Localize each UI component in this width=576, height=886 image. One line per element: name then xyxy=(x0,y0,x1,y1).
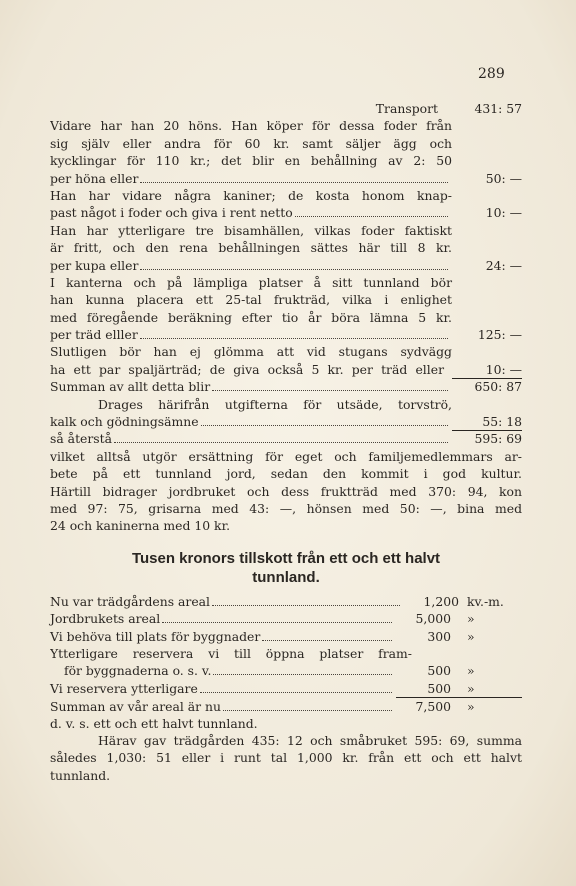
area-table xyxy=(50,593,522,732)
heading-line-1: Tusen kronors tillskott från ett och ett halvt xyxy=(131,549,441,567)
row-unit: » xyxy=(467,680,475,696)
sum-line xyxy=(50,378,522,395)
text-line-7: Han har ytterligare tre bisamhällen, vilkas foder faktiskt xyxy=(50,222,452,238)
line-amount: 125: — xyxy=(477,327,522,343)
amount-line xyxy=(50,326,522,343)
leader-dots xyxy=(200,692,392,693)
transport-amount: 431: 57 xyxy=(474,101,522,116)
leader-dots xyxy=(114,442,448,443)
amount-line xyxy=(50,430,522,447)
leader-dots xyxy=(212,390,448,391)
row-label: Ytterligare reservera vi till öppna platser fram- xyxy=(50,645,412,661)
text-line xyxy=(50,448,522,465)
para2-line-2: bete på ett tunnland jord, sedan den kommit i god kultur. xyxy=(50,466,522,482)
amount-line xyxy=(50,257,522,274)
leader-dots xyxy=(140,182,448,183)
amount-line xyxy=(50,413,522,430)
line-amount: 10: — xyxy=(485,205,522,221)
text-line-2: sig själv eller andra för 60 kr. samt säljer ägg och xyxy=(50,135,452,151)
line-amount: 650: 87 xyxy=(474,379,522,395)
line-label: past något i foder och giva i rent netto xyxy=(50,205,293,221)
row-unit: » xyxy=(451,697,522,715)
row-value: 500 xyxy=(427,663,451,679)
text-line-11: han kunna placera ett 25-tal frukträd, vilka i enlighet xyxy=(50,292,452,308)
table-note: d. v. s. ett och ett halvt tunnland. xyxy=(50,715,258,731)
closing-line-2: således 1,030: 51 eller i runt tal 1,000 kr. från ett och ett halvt xyxy=(50,750,522,766)
text-line-3: kycklingar för 110 kr.; det blir en behållning av 2: 50 xyxy=(50,153,452,169)
text-line xyxy=(50,465,522,482)
text-line xyxy=(50,152,522,169)
line-label: per träd elller xyxy=(50,327,138,343)
text-line xyxy=(50,187,522,204)
text-line xyxy=(50,274,522,291)
leader-dots xyxy=(140,338,448,339)
row-value: 1,200 xyxy=(423,593,459,609)
text-line xyxy=(50,500,522,517)
row-value: 300 xyxy=(427,628,451,644)
line-amount: 595: 69 xyxy=(474,431,522,447)
amount-line xyxy=(50,361,522,378)
table-row xyxy=(50,662,522,679)
row-label: för byggnaderna o. s. v. xyxy=(64,663,212,679)
text-line xyxy=(50,767,522,784)
row-unit: » xyxy=(467,611,475,627)
leader-dots xyxy=(212,605,400,606)
page-number: 289 xyxy=(478,66,505,82)
row-label: Summan av vår areal är nu xyxy=(50,699,221,715)
transport-label: Transport xyxy=(375,101,438,116)
text-line xyxy=(50,343,522,360)
line-label: per höna eller xyxy=(50,170,139,186)
text-line xyxy=(50,732,522,749)
para2-line-4: med 97: 75, grisarna med 43: —, hönsen med 50: —, bina med xyxy=(50,500,522,516)
table-row xyxy=(50,593,522,610)
section-heading xyxy=(50,549,522,587)
text-line xyxy=(50,483,522,500)
table-row xyxy=(50,645,522,662)
text-line xyxy=(50,117,522,134)
row-unit: kv.-m. xyxy=(467,593,504,609)
line-amount: 50: — xyxy=(485,170,522,186)
row-value: 5,000 xyxy=(415,611,451,627)
row-label: Vi reservera ytterligare xyxy=(50,680,198,696)
leader-dots xyxy=(262,640,392,641)
text-line-12: med föregående beräkning efter tio år böra lämna 5 kr. xyxy=(50,309,452,325)
text-line xyxy=(50,396,522,413)
line-amount: 55: 18 xyxy=(452,413,522,431)
text-line xyxy=(50,135,522,152)
transport-line xyxy=(50,100,522,117)
text-line xyxy=(50,291,522,308)
text-line xyxy=(50,749,522,766)
table-row xyxy=(50,610,522,627)
text-line-14: Slutligen bör han ej glömma att vid stugans sydvägg xyxy=(50,344,452,360)
leader-dots xyxy=(295,216,448,217)
closing-line-3: tunnland. xyxy=(50,767,111,783)
line-amount: 24: — xyxy=(485,257,522,273)
table-row xyxy=(50,628,522,645)
text-line xyxy=(50,239,522,256)
row-value: 7,500 xyxy=(396,697,451,715)
leader-dots xyxy=(201,425,448,426)
row-label: Nu var trädgårdens areal xyxy=(50,593,211,609)
text-line xyxy=(50,715,522,732)
para2-line-3: Härtill bidrager jordbruket och dess fruktträd med 370: 94, kon xyxy=(50,483,522,499)
row-label: Jordbrukets areal xyxy=(50,611,161,627)
row-label: Vi behöva till plats för byggnader xyxy=(50,628,261,644)
text-line xyxy=(50,222,522,239)
line-label: kalk och gödningsämne xyxy=(50,414,199,430)
leader-dots xyxy=(223,710,392,711)
line-label: Summan av allt detta blir xyxy=(50,379,211,395)
row-unit: » xyxy=(467,628,475,644)
text-line-5: Han har vidare några kaniner; de kosta honom knap- xyxy=(50,187,452,203)
leader-dots xyxy=(162,622,392,623)
text-line xyxy=(50,309,522,326)
amount-line xyxy=(50,170,522,187)
text-line xyxy=(50,517,522,534)
text-line-17: Drages härifrån utgifterna för utsäde, torvströ, xyxy=(98,396,452,412)
closing-line-1: Härav gav trädgården 435: 12 och småbruket 595: 69, summa xyxy=(98,732,522,748)
text-line-1: Vidare har han 20 höns. Han köper för dessa foder från xyxy=(50,118,452,134)
amount-line xyxy=(50,204,522,221)
leader-dots xyxy=(213,674,392,675)
table-row xyxy=(50,680,522,697)
line-label: ha ett par spaljärträd; de giva också 5 kr. per träd eller xyxy=(50,361,444,377)
line-label: per kupa eller xyxy=(50,257,139,273)
para2-line-5: 24 och kaninerna med 10 kr. xyxy=(50,518,231,534)
table-sum-row xyxy=(50,697,522,714)
page-content xyxy=(50,100,522,784)
leader-dots xyxy=(140,269,448,270)
row-value: 500 xyxy=(427,680,451,696)
row-unit: » xyxy=(467,663,475,679)
para2-line-1: vilket alltså utgör ersättning för eget och familjemedlemmars ar- xyxy=(50,448,522,464)
text-line-8: är fritt, och den rena behållningen sättes här till 8 kr. xyxy=(50,240,452,256)
line-amount: 10: — xyxy=(452,361,522,379)
line-label: så återstå xyxy=(50,431,113,447)
heading-line-2: tunnland. xyxy=(252,568,320,586)
text-line-10: I kanterna och på lämpliga platser å sitt tunnland bör xyxy=(50,274,452,290)
